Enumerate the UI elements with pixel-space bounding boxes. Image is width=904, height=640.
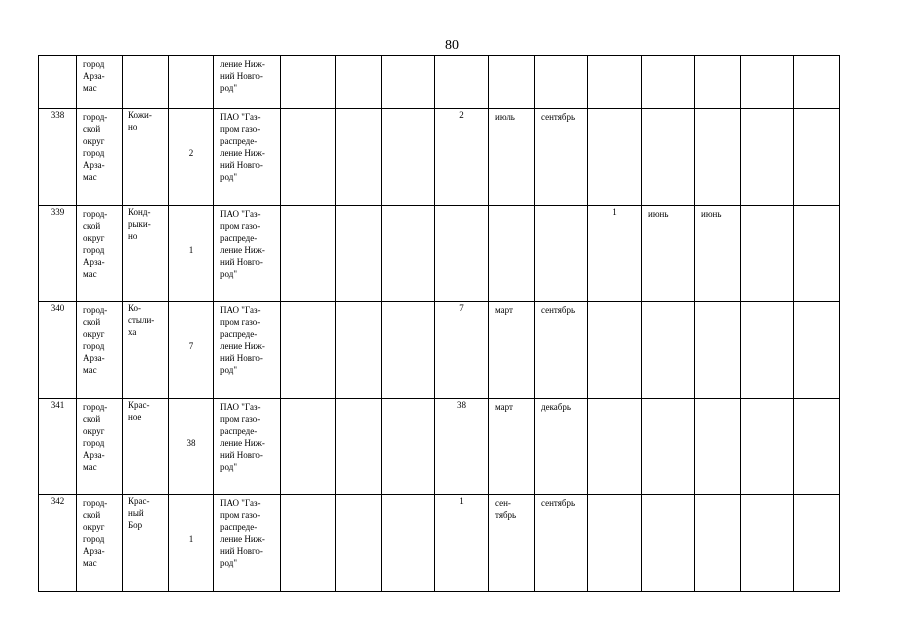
cell-empty [695,56,741,109]
cell-start-month [489,206,535,302]
cell-empty [741,302,794,399]
cell-district: город- ской округ город Арза- мас [77,399,123,495]
cell-number [39,56,77,109]
cell-count: 2 [169,109,214,206]
cell-extra-count [588,109,642,206]
cell-count [169,56,214,109]
cell-empty [794,206,840,302]
cell-empty [489,56,535,109]
cell-district: город- ской округ город Арза- мас [77,302,123,399]
cell-empty [741,399,794,495]
cell-extra-count [588,495,642,592]
cell-empty [281,399,336,495]
cell-empty [382,56,435,109]
cell-empty [794,109,840,206]
cell-planned: 1 [435,495,489,592]
cell-settlement: Крас- ное [123,399,169,495]
cell-empty [336,302,382,399]
cell-empty [281,56,336,109]
cell-end-month [535,206,588,302]
cell-empty [382,206,435,302]
cell-extra-end: июнь [695,206,741,302]
cell-end-month: сентябрь [535,109,588,206]
cell-extra-start [642,399,695,495]
cell-empty [382,399,435,495]
cell-organization: ПАО "Газ- пром газо- распреде- ление Ниж- ний Новго- род" [214,302,281,399]
cell-empty [741,56,794,109]
cell-number: 342 [39,495,77,592]
cell-district: город- ской округ город Арза- мас [77,206,123,302]
cell-extra-start [642,109,695,206]
cell-start-month: июль [489,109,535,206]
cell-empty [336,56,382,109]
cell-extra-count [588,399,642,495]
cell-empty [794,495,840,592]
cell-start-month: март [489,399,535,495]
cell-settlement: Конд- рыки- но [123,206,169,302]
cell-organization: ПАО "Газ- пром газо- распреде- ление Ниж- ний Новго- род" [214,399,281,495]
cell-number: 341 [39,399,77,495]
table-row [39,109,840,206]
cell-settlement: Кожи- но [123,109,169,206]
cell-planned: 2 [435,109,489,206]
cell-extra-start: июнь [642,206,695,302]
cell-end-month: сентябрь [535,495,588,592]
cell-extra-end [695,399,741,495]
cell-extra-start [642,302,695,399]
cell-empty [794,302,840,399]
cell-extra-end [695,109,741,206]
cell-empty [794,56,840,109]
cell-number: 340 [39,302,77,399]
cell-extra-count: 1 [588,206,642,302]
table-row [39,56,840,109]
cell-empty [382,302,435,399]
cell-extra-end [695,495,741,592]
cell-planned [435,206,489,302]
cell-planned: 38 [435,399,489,495]
cell-empty [535,56,588,109]
cell-settlement: Ко- стыли- ха [123,302,169,399]
table-row [39,302,840,399]
cell-organization: ПАО "Газ- пром газо- распреде- ление Ниж- ний Новго- род" [214,206,281,302]
cell-empty [281,495,336,592]
cell-empty [642,56,695,109]
cell-extra-end [695,302,741,399]
cell-start-month: март [489,302,535,399]
cell-count: 38 [169,399,214,495]
cell-empty [382,109,435,206]
cell-start-month: сен- тябрь [489,495,535,592]
cell-empty [336,109,382,206]
table-row [39,495,840,592]
cell-empty [435,56,489,109]
cell-settlement: Крас- ный Бор [123,495,169,592]
cell-organization: ПАО "Газ- пром газо- распреде- ление Ниж- ний Новго- род" [214,495,281,592]
cell-extra-start [642,495,695,592]
cell-number: 339 [39,206,77,302]
cell-district: город Арза- мас [77,56,123,109]
cell-organization: ПАО "Газ- пром газо- распреде- ление Ниж- ний Новго- род" [214,109,281,206]
cell-number: 338 [39,109,77,206]
cell-settlement [123,56,169,109]
cell-empty [336,206,382,302]
cell-empty [281,206,336,302]
cell-empty [794,399,840,495]
cell-empty [741,206,794,302]
cell-empty [382,495,435,592]
cell-planned: 7 [435,302,489,399]
cell-count: 7 [169,302,214,399]
cell-organization: ление Ниж- ний Новго- род" [214,56,281,109]
cell-district: город- ской округ город Арза- мас [77,109,123,206]
cell-empty [336,495,382,592]
cell-empty [336,399,382,495]
cell-count: 1 [169,206,214,302]
table-row [39,206,840,302]
cell-end-month: декабрь [535,399,588,495]
cell-end-month: сентябрь [535,302,588,399]
schedule-table [38,55,840,592]
cell-empty [741,495,794,592]
cell-district: город- ской округ город Арза- мас [77,495,123,592]
page-number: 80 [445,38,459,53]
cell-empty [741,109,794,206]
cell-empty [281,302,336,399]
cell-count: 1 [169,495,214,592]
cell-empty [281,109,336,206]
cell-extra-count [588,302,642,399]
table-row [39,399,840,495]
cell-empty [588,56,642,109]
